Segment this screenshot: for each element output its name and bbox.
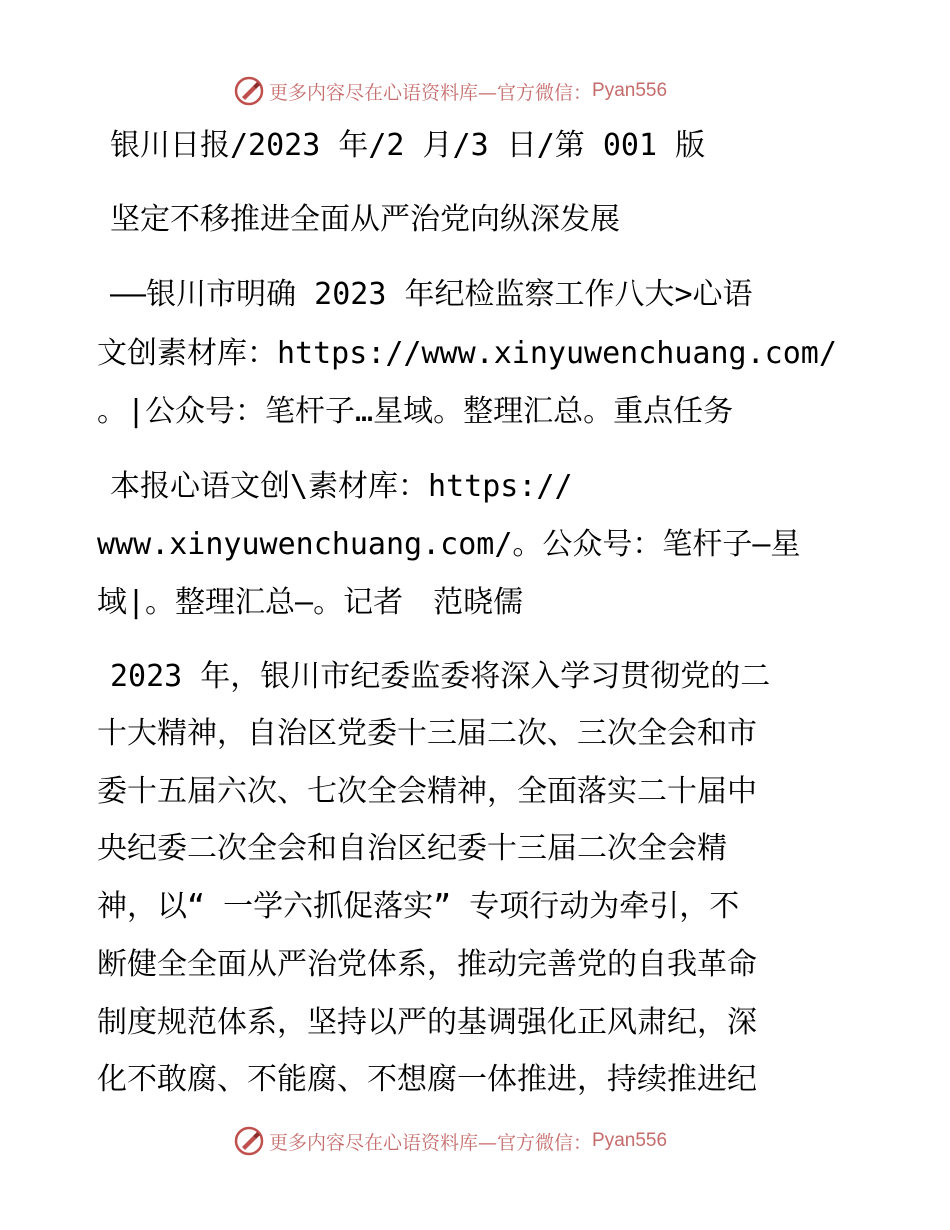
byline-text: 本报心语文创\素材库：https:// xyxy=(110,469,573,504)
byline-text: 域|。整理汇总—。记者 范晓儒 xyxy=(97,585,524,620)
body-text: 2023 年，银川市纪委监委将深入学习贯彻党的二 xyxy=(110,659,771,694)
body-text: 十大精神，自治区党委十三届二次、三次全会和市 xyxy=(97,716,757,751)
newspaper-source: 银川日报/2023 年/2 月/3 日/第 001 版 xyxy=(110,128,706,163)
watermark-footer xyxy=(233,1124,667,1158)
watermark-header xyxy=(233,74,667,108)
body-text: 制度规范体系，坚持以严的基调强化正风肃纪，深 xyxy=(97,1005,757,1040)
watermark-wechat-id: Pyan556 xyxy=(592,1130,668,1151)
subtitle-text: ——银川市明确 2023 年纪检监察工作八大>心语 xyxy=(110,277,753,312)
article-title: 坚定不移推进全面从严治党向纵深发展 xyxy=(110,202,620,237)
watermark-text: 更多内容尽在心语资料库—官方微信： xyxy=(269,81,593,104)
subtitle-text: 。|公众号：笔杆子…星域。整理汇总。重点任务 xyxy=(97,394,734,429)
pen-logo-icon xyxy=(233,1125,265,1157)
body-text: 委十五届六次、七次全会精神，全面落实二十届中 xyxy=(97,774,757,809)
body-text: 化不敢腐、不能腐、不想腐一体推进，持续推进纪 xyxy=(97,1062,757,1097)
subtitle-text: 文创素材库：https://www.xinyuwenchuang.com/ xyxy=(97,336,837,371)
body-text: 央纪委二次全会和自治区纪委十三届二次全会精 xyxy=(97,831,727,866)
watermark-text: 更多内容尽在心语资料库—官方微信： xyxy=(269,1131,593,1154)
body-text: 断健全全面从严治党体系，推动完善党的自我革命 xyxy=(97,947,757,982)
body-text: 神，以“ 一学六抓促落实” 专项行动为牵引，不 xyxy=(97,889,740,924)
byline-text: www.xinyuwenchuang.com/。公众号：笔杆子—星 xyxy=(97,527,801,562)
pen-logo-icon xyxy=(233,75,265,107)
watermark-wechat-id: Pyan556 xyxy=(592,80,668,101)
